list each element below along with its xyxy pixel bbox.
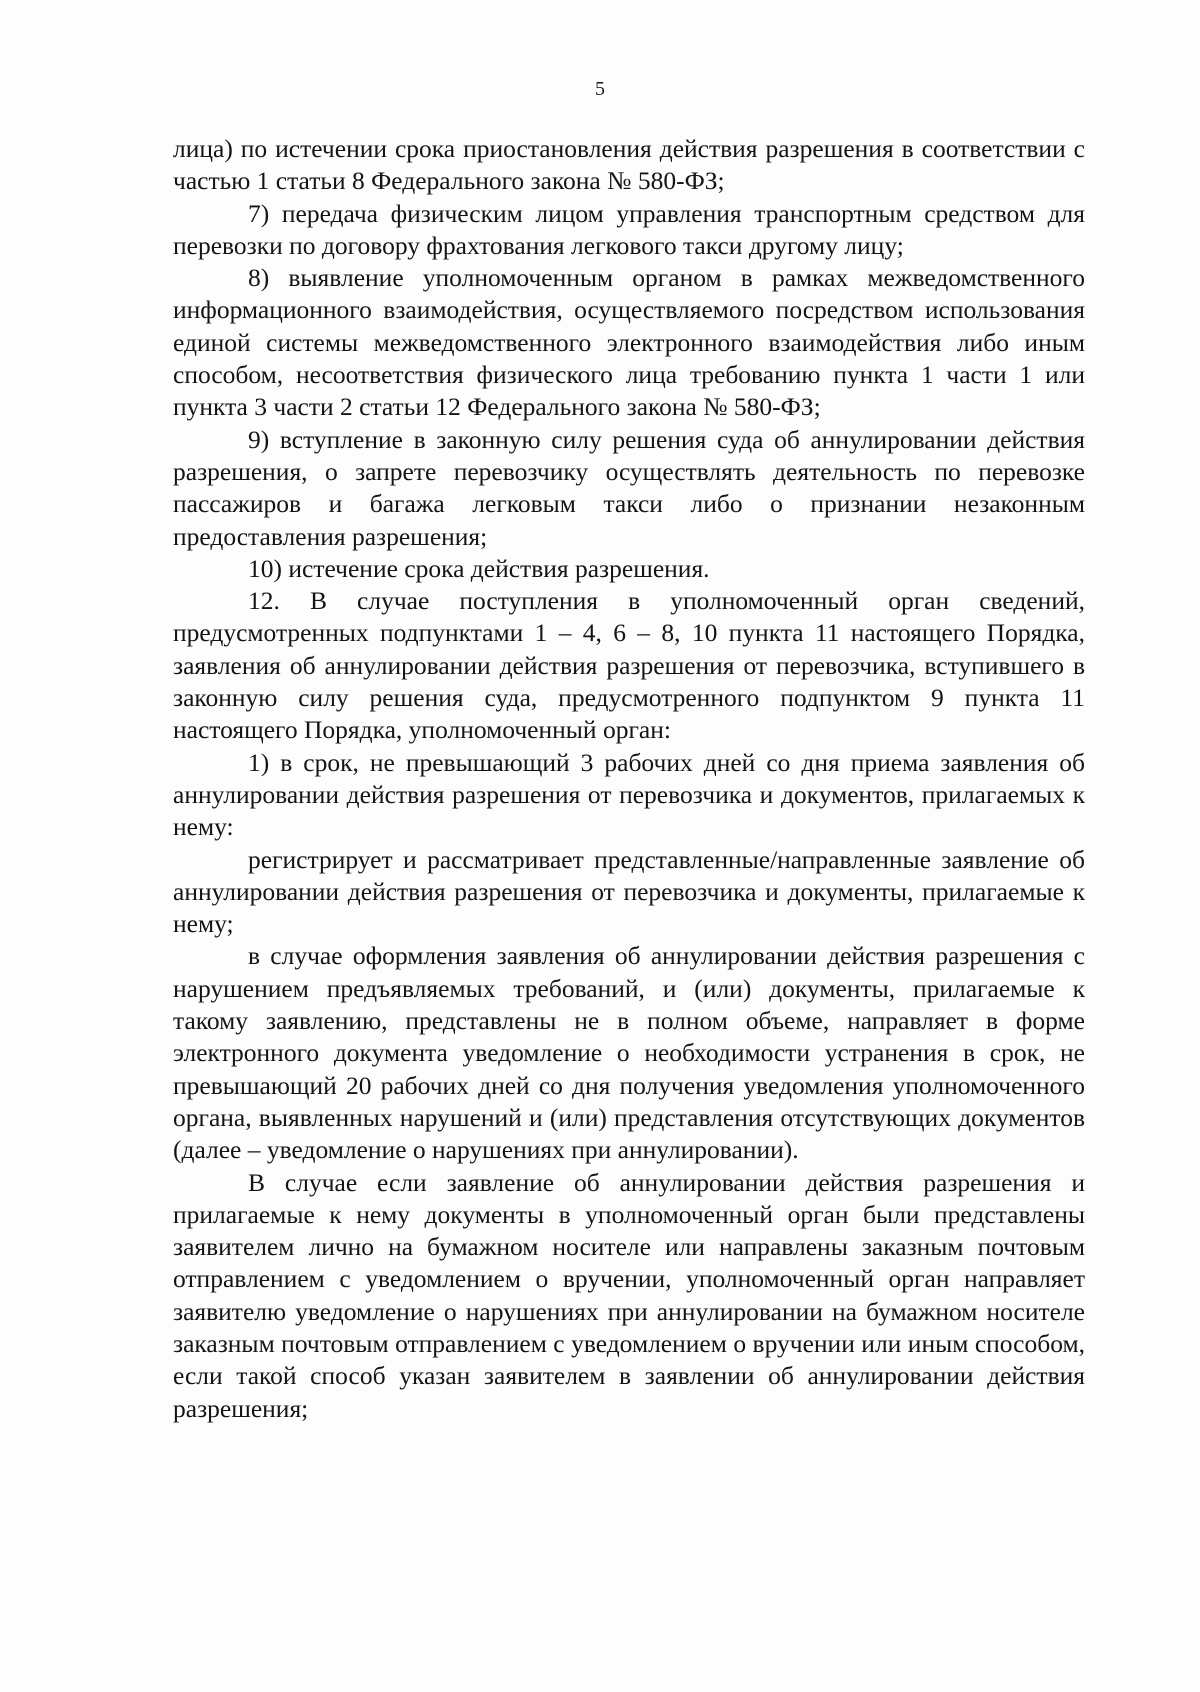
paragraph-item-7: 7) передача физическим лицом управления транспортным средством для перевозки по договору фрахтования легкового такси другому лицу; xyxy=(173,198,1085,260)
paragraph-item-8: 8) выявление уполномоченным органом в рамках межведомственного информационного взаимодействия, осуществляемого посредством использования единой системы межведомственного электронного взаимодействия либо иным способом, несоответствия физического лица требованию пункта 1 части 1 или пункта 3 части 2 статьи 12 Федерального закона № 580-ФЗ; xyxy=(173,263,1085,422)
document-body xyxy=(173,133,1085,1425)
paragraph-clause-12: 12. В случае поступления в уполномоченный орган сведений, предусмотренных подпунктами 1 – 4, 6 – 8, 10 пункта 11 настоящего Порядка, заявления об аннулировании действия разрешения от перевозчика, вступившего в законную силу решения суда, предусмотренного подпунктом 9 пункта 11 настоящего Порядка, уполномоченный орган: xyxy=(173,586,1085,745)
paragraph-continuation: лица) по истечении срока приостановления действия разрешения в соответствии с частью 1 статьи 8 Федерального закона № 580-ФЗ; xyxy=(173,134,1085,196)
paragraph-violation-notice: в случае оформления заявления об аннулировании действия разрешения с нарушением предъявляемых требований, и (или) документы, прилагаемые к такому заявлению, представлены не в полном объеме, направляет в форме электронного документа уведомление о необходимости устранения в срок, не превышающий 20 рабочих дней со дня получения уведомления уполномоченного органа, выявленных нарушений и (или) представления отсутствующих документов (далее – уведомление о нарушениях при аннулировании). xyxy=(173,941,1085,1165)
page-number: 5 xyxy=(595,78,605,100)
paragraph-item-10: 10) истечение срока действия разрешения. xyxy=(248,553,710,583)
paragraph-item-9: 9) вступление в законную силу решения суда об аннулировании действия разрешения, о запрете перевозчику осуществлять деятельность по перевозке пассажиров и багажа легковым такси либо о признании незаконным предоставления разрешения; xyxy=(173,424,1085,551)
paragraph-registers: регистрирует и рассматривает представленные/направленные заявление об аннулировании действия разрешения от перевозчика и документы, прилагаемые к нему; xyxy=(173,844,1085,939)
paragraph-paper-submission: В случае если заявление об аннулировании действия разрешения и прилагаемые к нему документы в уполномоченный орган были представлены заявителем лично на бумажном носителе или направлены заказным почтовым отправлением с уведомлением о вручении, уполномоченный орган направляет заявителю уведомление о нарушениях при аннулировании на бумажном носителе заказным почтовым отправлением с уведомлением о вручении или иным способом, если такой способ указан заявителем в заявлении об аннулировании действия разрешения; xyxy=(173,1167,1085,1423)
paragraph-subitem-1: 1) в срок, не превышающий 3 рабочих дней со дня приема заявления об аннулировании действия разрешения от перевозчика и документов, прилагаемых к нему: xyxy=(173,747,1085,842)
